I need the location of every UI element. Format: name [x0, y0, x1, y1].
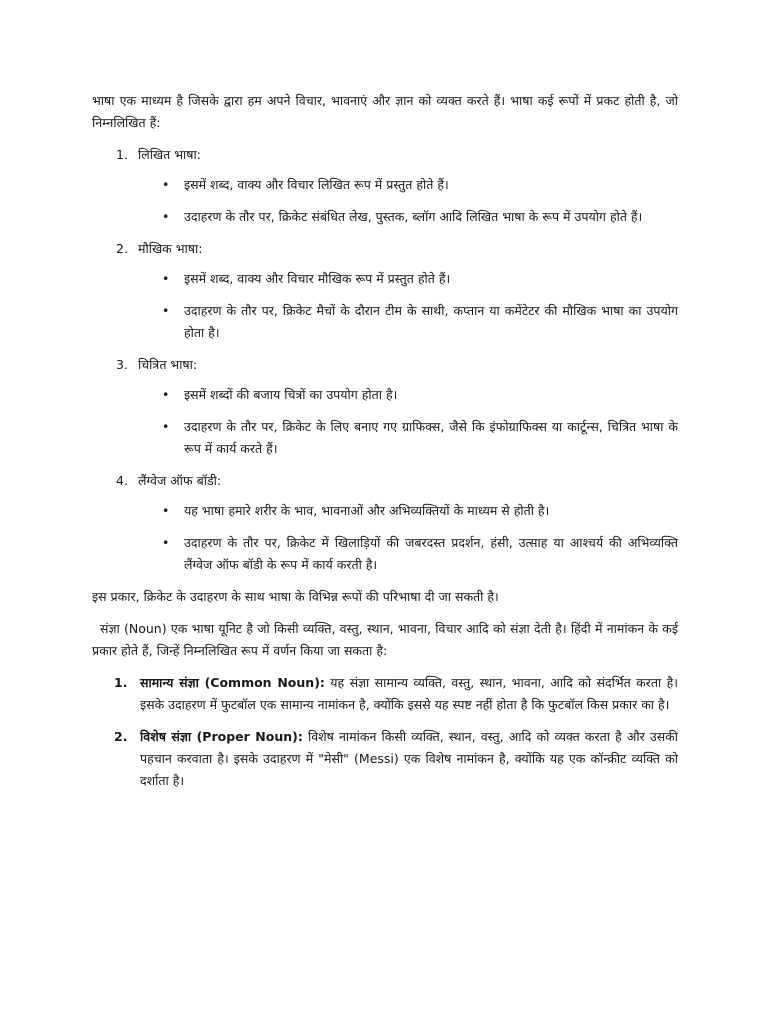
list-item [92, 726, 678, 792]
bullet-icon: • [162, 503, 170, 518]
section-number: 2. [116, 241, 128, 256]
section-title: लिखित भाषा: [138, 147, 201, 162]
bullet-icon: • [162, 209, 170, 224]
item-text: यह संज्ञा सामान्य व्यक्ति, वस्तु, स्थान, भावना, आदि को संदर्भित करता है। इसके उदाहरण में फुटबॉल एक सामान्य नामांकन है, क्योंकि इससे यह स्पष्ट नहीं होता है कि फुटबॉल किस प्रकार का है। [140, 675, 678, 712]
bullet-icon: • [162, 419, 170, 434]
bullet-icon: • [162, 387, 170, 402]
section-pictorial [92, 354, 678, 460]
list-item: • इसमें शब्द, वाक्य और विचार लिखित रूप में प्रस्तुत होते हैं। [162, 174, 678, 196]
bullet-list [92, 268, 678, 344]
section-written [92, 144, 678, 228]
list-item: • इसमें शब्द, वाक्य और विचार मौखिक रूप में प्रस्तुत होते हैं। [162, 268, 678, 290]
section-number: 4. [116, 473, 128, 488]
summary-paragraph: इस प्रकार, क्रिकेट के उदाहरण के साथ भाषा के विभिन्न रूपों की परिभाषा दी जा सकती है। [92, 589, 499, 604]
list-item: • उदाहरण के तौर पर, क्रिकेट संबंधित लेख, पुस्तक, ब्लॉग आदि लिखित भाषा के रूप में उपयोग होते हैं। [162, 206, 678, 228]
section-oral [92, 238, 678, 344]
item-number: 1. [114, 675, 128, 690]
section-heading [116, 470, 678, 492]
bullet-list [92, 384, 678, 460]
list-item: • उदाहरण के तौर पर, क्रिकेट मैचों के दौरान टीम के साथी, कप्तान या कमेंटेटर की मौखिक भाषा का उपयोग होता है। [162, 300, 678, 344]
item-text: विशेष नामांकन किसी व्यक्ति, स्थान, वस्तु, आदि को व्यक्त करता है और उसकी पहचान करवाता है। इसके उदाहरण में "मेसी" (Messi) एक विशेष नामांकन है, क्योंकि यह एक कॉन्क्रीट व्यक्ति को दर्शाता है। [140, 729, 678, 788]
section-heading [116, 144, 678, 166]
noun-type-list [92, 672, 678, 792]
section-heading [116, 238, 678, 260]
section-title: चित्रित भाषा: [138, 357, 198, 372]
list-item: • इसमें शब्दों की बजाय चित्रों का उपयोग होता है। [162, 384, 678, 406]
section-number: 1. [116, 147, 128, 162]
bullet-list [92, 500, 678, 576]
item-term: सामान्य संज्ञा (Common Noun): [140, 675, 325, 690]
list-item: • उदाहरण के तौर पर, क्रिकेट के लिए बनाए गए ग्राफिक्स, जैसे कि इंफोग्राफिक्स या कार्टून्स, चित्रित भाषा के रूप में कार्य करते हैं। [162, 416, 678, 460]
item-term: विशेष संज्ञा (Proper Noun): [140, 729, 303, 744]
bullet-icon: • [162, 177, 170, 192]
section-heading [116, 354, 678, 376]
bullet-icon: • [162, 303, 170, 318]
bullet-icon: • [162, 535, 170, 550]
item-number: 2. [114, 729, 128, 744]
section-body-language [92, 470, 678, 576]
list-item [92, 672, 678, 716]
section-number: 3. [116, 357, 128, 372]
list-item: • यह भाषा हमारे शरीर के भाव, भावनाओं और अभिव्यक्तियों के माध्यम से होती है। [162, 500, 678, 522]
noun-intro-paragraph: संज्ञा (Noun) एक भाषा यूनिट है जो किसी व्यक्ति, वस्तु, स्थान, भावना, विचार आदि को संज्ञा देती है। हिंदी में नामांकन के कई प्रकार होते हैं, जिन्हें निम्नलिखित रूप में वर्णन किया जा सकता है: [92, 621, 678, 658]
intro-paragraph: भाषा एक माध्यम है जिसके द्वारा हम अपने विचार, भावनाएं और ज्ञान को व्यक्त करते हैं। भाषा कई रूपों में प्रकट होती है, जो निम्नलिखित हैं: [92, 93, 678, 130]
list-item: • उदाहरण के तौर पर, क्रिकेट में खिलाड़ियों की जबरदस्त प्रदर्शन, हंसी, उत्साह या आश्चर्य की अभिव्यक्ति लैंग्वेज ऑफ बॉडी के रूप में कार्य करती है। [162, 532, 678, 576]
document-page [92, 90, 678, 802]
section-title: लैंग्वेज ऑफ बॉडी: [138, 473, 222, 488]
bullet-icon: • [162, 271, 170, 286]
bullet-list [92, 174, 678, 228]
section-title: मौखिक भाषा: [138, 241, 203, 256]
